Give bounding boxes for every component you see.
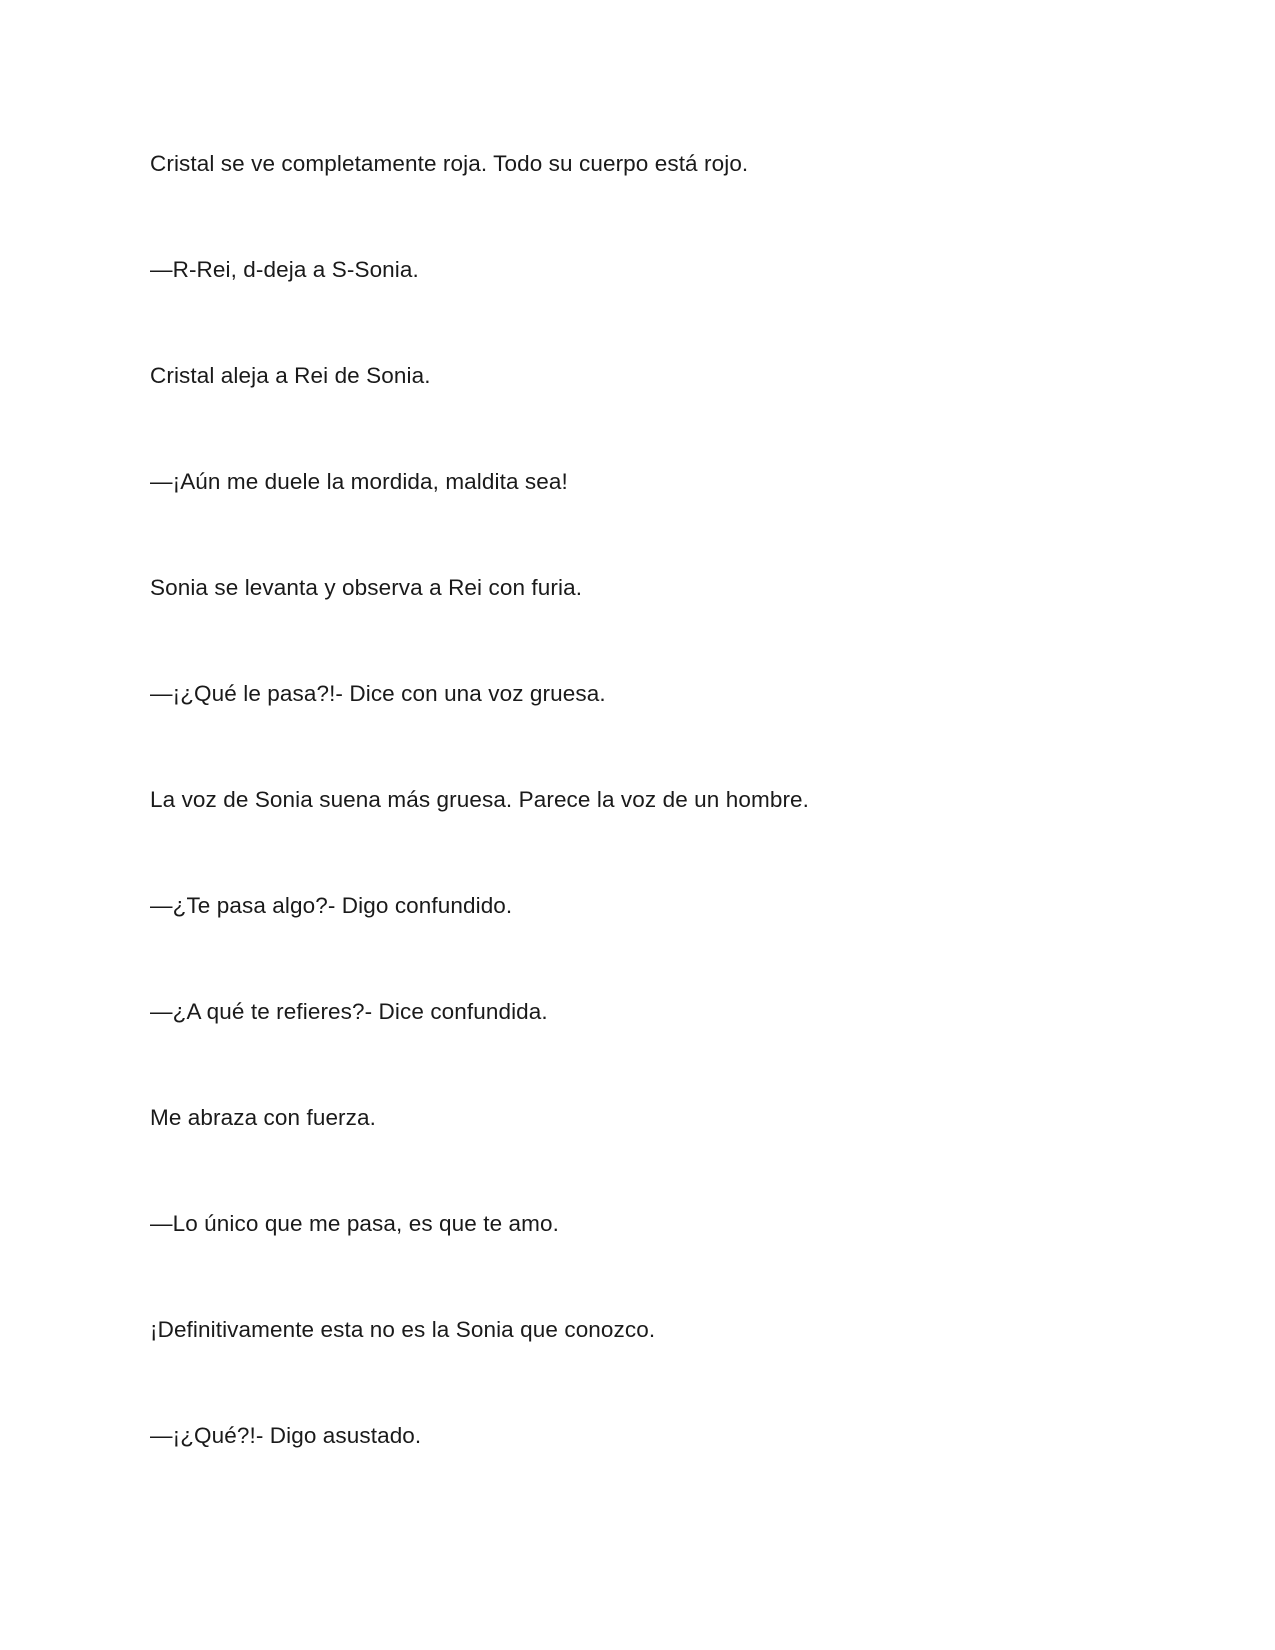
paragraph: Cristal aleja a Rei de Sonia. [150, 363, 431, 388]
paragraph: —¿Te pasa algo?- Digo confundido. [150, 893, 513, 918]
paragraph: —¡¿Qué le pasa?!- Dice con una voz gruesa. [150, 681, 606, 706]
paragraph: —¡Aún me duele la mordida, maldita sea! [150, 469, 568, 494]
paragraph: —¿A qué te refieres?- Dice confundida. [150, 999, 548, 1024]
paragraph: —Lo único que me pasa, es que te amo. [150, 1211, 559, 1236]
paragraph: ¡Definitivamente esta no es la Sonia que conozco. [150, 1317, 656, 1342]
paragraph: —R-Rei, d-deja a S-Sonia. [150, 257, 419, 282]
paragraph: Sonia se levanta y observa a Rei con furia. [150, 575, 583, 600]
paragraph: Cristal se ve completamente roja. Todo su cuerpo está rojo. [150, 151, 749, 176]
paragraph: —¡¿Qué?!- Digo asustado. [150, 1423, 422, 1448]
paragraph: La voz de Sonia suena más gruesa. Parece la voz de un hombre. [150, 787, 809, 812]
paragraph: Me abraza con fuerza. [150, 1105, 376, 1130]
